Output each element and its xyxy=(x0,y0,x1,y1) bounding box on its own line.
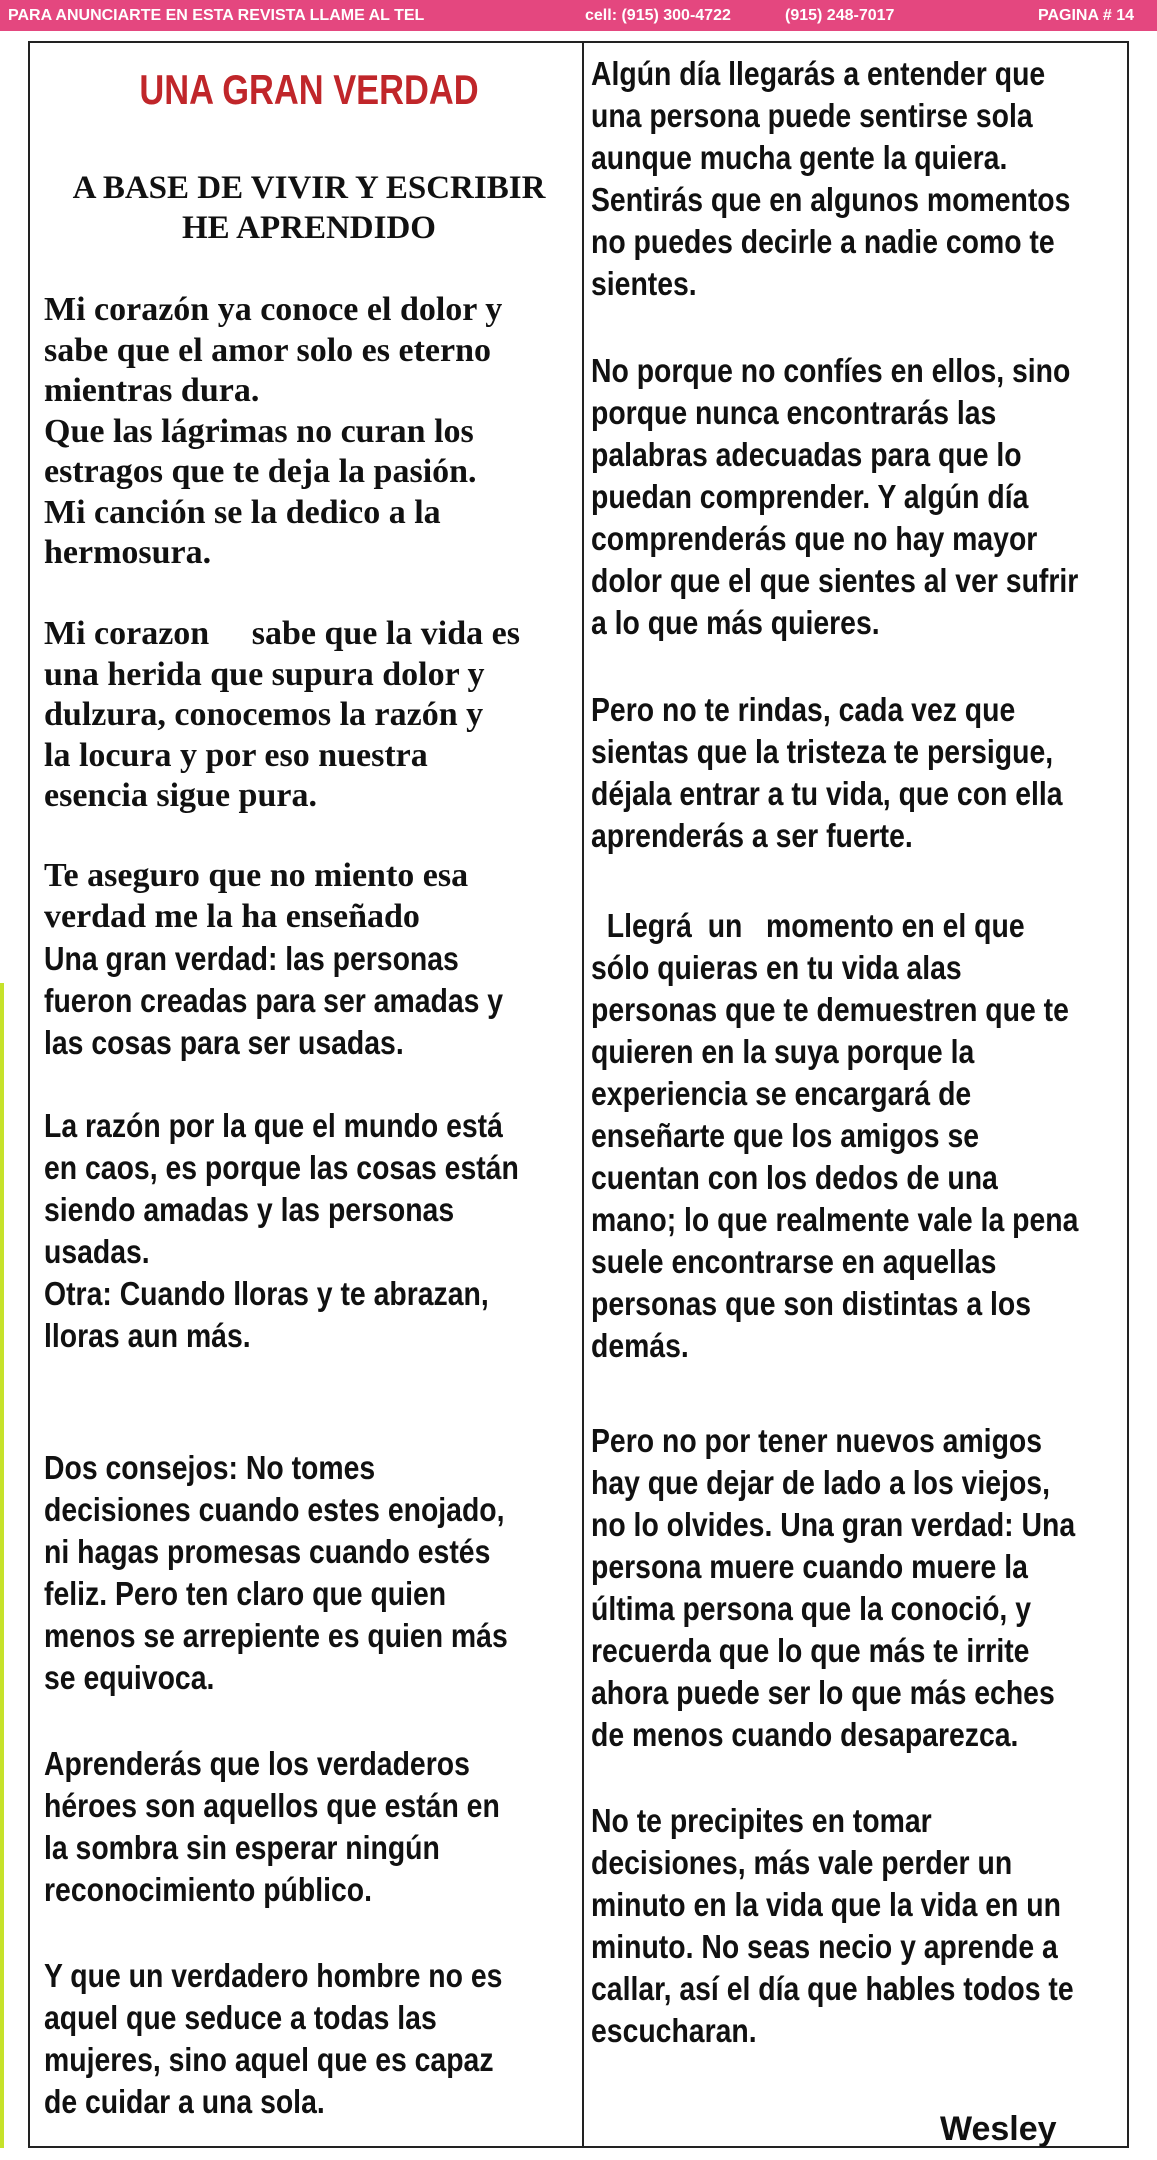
text-line: lloras aun más. xyxy=(44,1317,251,1354)
text-line: Dos consejos: No tomes xyxy=(44,1449,376,1486)
text-line: Que las lágrimas no curan los xyxy=(44,412,474,450)
text-line: aunque mucha gente la quiera. xyxy=(591,139,1008,176)
text-line: héroes son aquellos que están en xyxy=(44,1787,500,1824)
text-line: La razón por la que el mundo está xyxy=(44,1107,503,1144)
text-line: escucharan. xyxy=(591,2012,757,2049)
text-line: quieren en la suya porque la xyxy=(591,1033,975,1070)
signature: Wesley xyxy=(940,2110,1057,2148)
text-line: personas que son distintas a los xyxy=(591,1285,1032,1322)
text-line: Sentirás que en algunos momentos xyxy=(591,181,1071,218)
text-line: No te precipites en tomar xyxy=(591,1802,932,1839)
text-line: no puedes decirle a nadie como te xyxy=(591,223,1055,260)
text-line: decisiones, más vale perder un xyxy=(591,1844,1013,1881)
text-line: Mi canción se la dedico a la xyxy=(44,493,441,531)
left-paragraph-1 xyxy=(44,290,502,574)
text-line: cuentan con los dedos de una xyxy=(591,1159,998,1196)
text-line: reconocimiento público. xyxy=(44,1871,372,1908)
text-line: en caos, es porque las cosas están xyxy=(44,1149,519,1186)
text-line: verdad me la ha enseñado xyxy=(44,897,420,935)
text-line: estragos que te deja la pasión. xyxy=(44,453,477,490)
left-paragraph-7-lines xyxy=(44,1955,577,2123)
left-paragraph-7 xyxy=(44,1955,664,2123)
text-line: Te aseguro que no miento esa xyxy=(44,857,469,894)
text-line: mujeres, sino aquel que es capaz xyxy=(44,2041,494,2078)
text-line: las cosas para ser usadas. xyxy=(44,1024,404,1061)
text-line: dolor que el que sientes al ver sufrir xyxy=(591,562,1079,599)
left-paragraph-5-lines xyxy=(44,1447,577,1699)
text-line: Una gran verdad: las personas xyxy=(44,940,459,977)
left-paragraph-2 xyxy=(44,614,520,817)
text-line: la locura y por eso nuestra xyxy=(44,736,428,774)
text-line: aprenderás a ser fuerte. xyxy=(591,817,913,854)
article-subtitle xyxy=(44,168,574,248)
subtitle-line-2: HE APRENDIDO xyxy=(182,210,436,246)
text-line: de menos cuando desaparezca. xyxy=(591,1716,1019,1753)
text-line: Mi corazón ya conoce el dolor y xyxy=(44,291,503,328)
right-paragraph-2 xyxy=(591,350,1157,644)
side-accent-line xyxy=(0,983,4,2148)
text-line: mano; lo que realmente vale la pena xyxy=(591,1201,1079,1238)
header-cell-phone: cell: (915) 300-4722 xyxy=(585,7,731,24)
text-line: hermosura. xyxy=(44,534,212,571)
text-line: mientras dura. xyxy=(44,372,260,409)
text-line: aquel que seduce a todas las xyxy=(44,1999,437,2036)
text-line: personas que te demuestren que te xyxy=(591,991,1069,1028)
right-paragraph-5-lines xyxy=(591,1420,1124,1756)
text-line: Aprenderás que los verdaderos xyxy=(44,1745,470,1782)
text-line: sientes. xyxy=(591,265,697,302)
right-paragraph-6 xyxy=(591,1800,1157,2052)
text-line: ahora puede ser lo que más eches xyxy=(591,1674,1055,1711)
text-line: siendo amadas y las personas xyxy=(44,1191,455,1228)
left-paragraph-3-serif xyxy=(44,856,468,937)
text-line: usadas. xyxy=(44,1233,150,1270)
text-line: palabras adecuadas para que lo xyxy=(591,436,1022,473)
header-phone: (915) 248-7017 xyxy=(785,7,895,24)
left-paragraph-3-sans xyxy=(44,938,664,1064)
text-line: decisiones cuando estes enojado, xyxy=(44,1491,505,1528)
text-line: fueron creadas para ser amadas y xyxy=(44,982,504,1019)
text-line: dulzura, conocemos la razón y xyxy=(44,696,484,733)
right-paragraph-5 xyxy=(591,1420,1157,1756)
left-paragraph-6-lines xyxy=(44,1743,577,1911)
text-line: Algún día llegarás a entender que xyxy=(591,55,1046,92)
left-paragraph-6 xyxy=(44,1743,664,1911)
text-line: recuerda que lo que más te irrite xyxy=(591,1632,1030,1669)
right-paragraph-3-lines xyxy=(591,689,1124,857)
text-line: de cuidar a una sola. xyxy=(44,2083,325,2120)
text-line: feliz. Pero ten claro que quien xyxy=(44,1575,447,1612)
text-line: porque nunca encontrarás las xyxy=(591,394,997,431)
text-line: menos se arrepiente es quien más xyxy=(44,1617,508,1654)
text-line: experiencia se encargará de xyxy=(591,1075,972,1112)
text-line: se equivoca. xyxy=(44,1659,215,1696)
text-line: suele encontrarse en aquellas xyxy=(591,1243,997,1280)
text-line: demás. xyxy=(591,1327,689,1364)
text-line: persona muere cuando muere la xyxy=(591,1548,1028,1585)
text-line: sólo quieras en tu vida alas xyxy=(591,949,962,986)
subtitle-line-1: A BASE DE VIVIR Y ESCRIBIR xyxy=(72,170,546,206)
text-line: No porque no confíes en ellos, sino xyxy=(591,352,1071,389)
right-paragraph-1-lines xyxy=(591,53,1124,305)
article-title: UNA GRAN VERDAD xyxy=(139,66,479,113)
text-line: una herida que supura dolor y xyxy=(44,655,485,693)
left-paragraph-4 xyxy=(44,1105,664,1357)
left-paragraph-4-lines xyxy=(44,1105,577,1357)
text-line: Pero no te rindas, cada vez que xyxy=(591,691,1016,728)
text-line: última persona que la conoció, y xyxy=(591,1590,1031,1627)
header-page-number: PAGINA # 14 xyxy=(1038,7,1135,24)
right-paragraph-1 xyxy=(591,53,1157,305)
text-line: déjala entrar a tu vida, que con ella xyxy=(591,775,1063,812)
text-line: Llegrá un momento en el que xyxy=(591,907,1025,944)
text-line: una persona puede sentirse sola xyxy=(591,97,1033,134)
text-line: Mi corazon sabe que la vida es xyxy=(44,615,520,652)
text-line: puedan comprender. Y algún día xyxy=(591,478,1029,515)
text-line: enseñarte que los amigos se xyxy=(591,1117,980,1154)
header-ad-text: PARA ANUNCIARTE EN ESTA REVISTA LLAME AL TEL xyxy=(8,7,425,24)
text-line: ni hagas promesas cuando estés xyxy=(44,1533,491,1570)
text-line: callar, así el día que hables todos te xyxy=(591,1970,1074,2007)
right-paragraph-6-lines xyxy=(591,1800,1124,2052)
text-line: minuto en la vida que la vida en un xyxy=(591,1886,1061,1923)
header-bar xyxy=(0,0,1157,31)
text-line: esencia sigue pura. xyxy=(44,777,317,814)
right-paragraph-2-lines xyxy=(591,350,1124,644)
text-line: sabe que el amor solo es eterno xyxy=(44,331,491,369)
right-paragraph-4-lines xyxy=(591,905,1124,1367)
text-line: la sombra sin esperar ningún xyxy=(44,1829,440,1866)
right-paragraph-3 xyxy=(591,689,1157,857)
left-paragraph-5 xyxy=(44,1447,664,1699)
text-line: sientas que la tristeza te persigue, xyxy=(591,733,1054,770)
text-line: no lo olvides. Una gran verdad: Una xyxy=(591,1506,1076,1543)
text-line: Pero no por tener nuevos amigos xyxy=(591,1422,1043,1459)
text-line: Otra: Cuando lloras y te abrazan, xyxy=(44,1275,489,1312)
text-line: a lo que más quieres. xyxy=(591,604,880,641)
text-line: minuto. No seas necio y aprende a xyxy=(591,1928,1058,1965)
text-line: comprenderás que no hay mayor xyxy=(591,520,1038,557)
text-line: Y que un verdadero hombre no es xyxy=(44,1957,503,1994)
left-paragraph-3-sans-lines xyxy=(44,938,577,1064)
text-line: hay que dejar de lado a los viejos, xyxy=(591,1464,1050,1501)
right-paragraph-4 xyxy=(591,905,1157,1367)
